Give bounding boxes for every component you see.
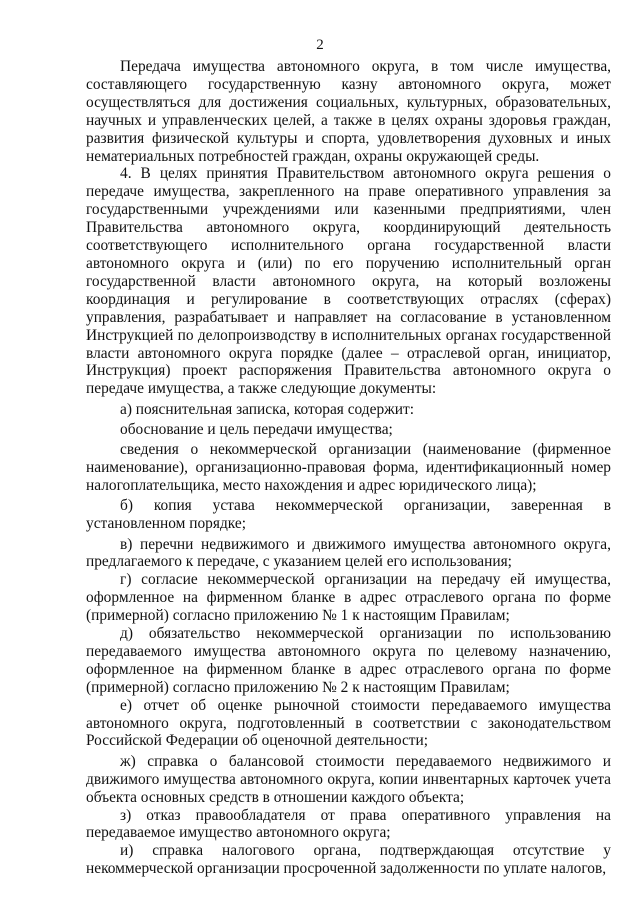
page-number: 2 — [316, 37, 324, 53]
list-item-a: а) пояснительная записка, которая содержит: — [120, 400, 415, 418]
list-item-i: и) справка налогового органа, подтверждающая отсутствие у некоммерческой организации просроченной задолженности по уплате налогов, — [86, 842, 611, 878]
paragraph-item-4: 4. В целях принятия Правительством автономного округа решения о передаче имущества, закрепленного на праве оперативного управления за государственными учреждениями или казенными предприятиями, член Правительства автономного округа, координирующий деятельность соответствующего исполнительного органа государственной власти автономного округа и (или) по его поручению исполнительный орган государственной власти автономного округа, на который возложены координация и регулирование в соответствующих отраслях (сферах) управления, разрабатывает и направляет на согласование в установленном Инструкцией по делопроизводству в исполнительных органах государственной власти автономного округа порядке (далее – отраслевой орган, инициатор, Инструкция) проект распоряжения Правительства автономного округа о передаче имущества, а также следующие документы: — [86, 165, 611, 398]
paragraph-transfer-purposes: Передача имущества автономного округа, в том числе имущества, составляющего государственную казну автономного округа, может осуществляться для достижения социальных, культурных, образовательных, научных и управленческих целей, а также в целях охраны здоровья граждан, развития физической культуры и спорта, удовлетворения духовных и иных нематериальных потребностей граждан, охраны окружающей среды. — [86, 58, 611, 165]
list-item-zh: ж) справка о балансовой стоимости передаваемого недвижимого и движимого имущества автономного округа, копии инвентарных карточек учета объекта основных средств в отношении каждого объекта; — [86, 752, 611, 806]
list-item-a-organization-info: сведения о некоммерческой организации (наименование (фирменное наименование), организационно-правовая форма, идентификационный номер налогоплательщика, место нахождения и адрес юридического лица); — [86, 441, 611, 495]
list-item-d: д) обязательство некоммерческой организации по использованию передаваемого имущества автономного округа по целевому назначению, оформленное на фирменном бланке в адрес отраслевого органа по форме (примерной) согласно приложению № 2 к настоящим Правилам; — [86, 625, 611, 696]
list-item-a-justification: обоснование и цель передачи имущества; — [120, 420, 393, 438]
document-body — [86, 58, 611, 878]
list-item-b: б) копия устава некоммерческой организации, заверенная в установленном порядке; — [86, 497, 611, 533]
list-item-g: г) согласие некоммерческой организации на передачу ей имущества, оформленное на фирменном бланке в адрес отраслевого органа по форме (примерной) согласно приложению № 1 к настоящим Правилам; — [86, 571, 611, 625]
list-item-z: з) отказ правообладателя от права оперативного управления на передаваемое имущество автономного округа; — [86, 806, 611, 842]
list-item-v: в) перечни недвижимого и движимого имущества автономного округа, предлагаемого к передаче, с указанием целей его использования; — [86, 535, 611, 571]
list-item-e: е) отчет об оценке рыночной стоимости передаваемого имущества автономного округа, подготовленный в соответствии с законодательством Российской Федерации об оценочной деятельности; — [86, 696, 611, 750]
